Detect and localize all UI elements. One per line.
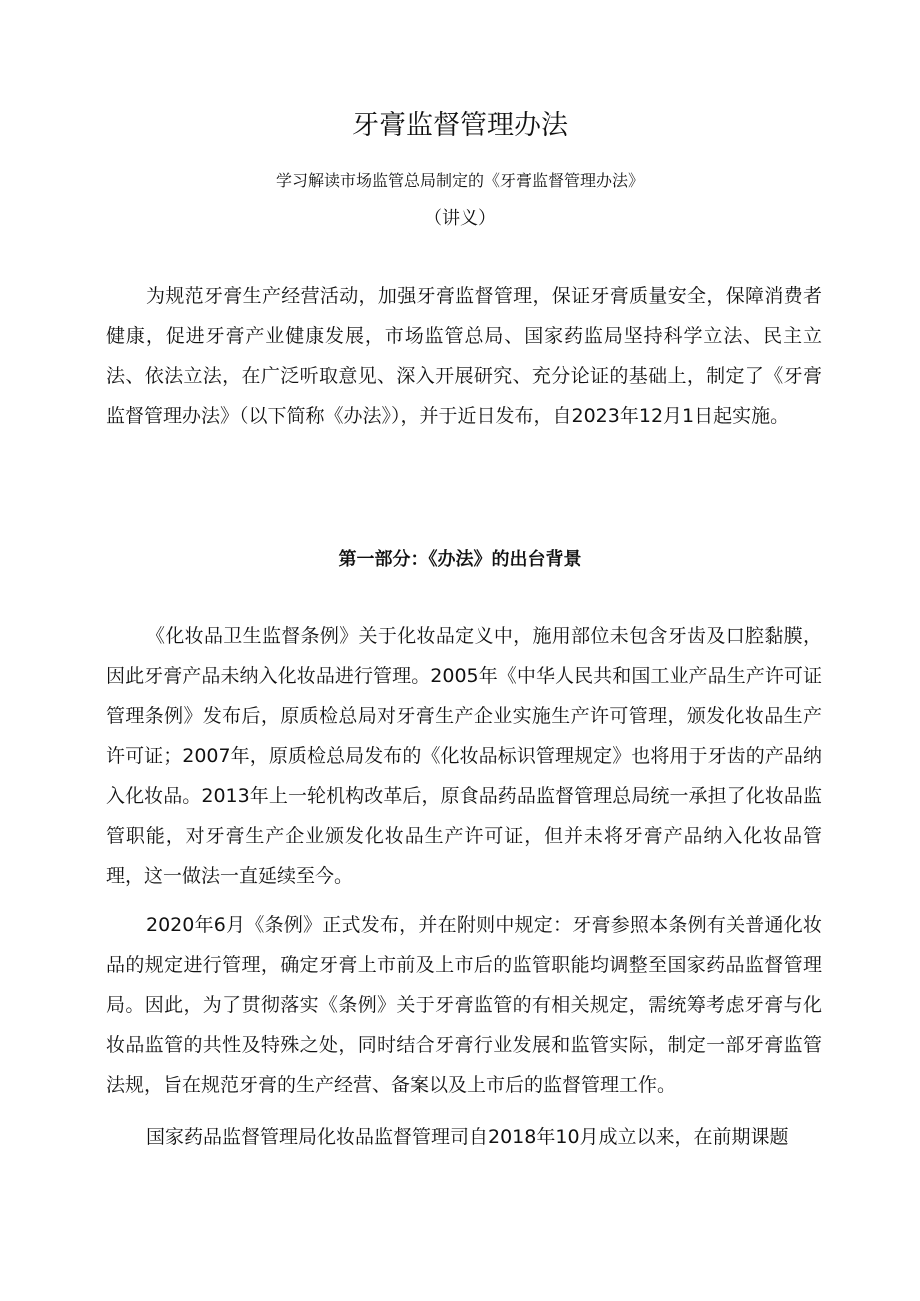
document-title: 牙膏监督管理办法 [352,110,568,141]
body-paragraph-2: 2020年6月《条例》正式发布，并在附则中规定：牙膏参照本条例有关普通化妆品的规定进行管理，确定牙膏上市前及上市后的监管职能均调整至国家药品监督管理局。因此，为了贯彻落实《条例》关于牙膏监管的有相关规定，需统筹考虑牙膏与化妆品监管的共性及特殊之处，同时结合牙膏行业发展和监管实际，制定一部牙膏监管法规，旨在规范牙膏的生产经营、备案以及上市后的监督管理工作。 [106,914,822,1096]
body-paragraph-1: 《化妆品卫生监督条例》关于化妆品定义中，施用部位未包含牙齿及口腔黏膜，因此牙膏产品未纳入化妆品进行管理。2005年《中华人民共和国工业产品生产许可证管理条例》发布后，原质检总局对牙膏生产企业实施生产许可管理，颁发化妆品生产许可证；2007年，原质检总局发布的《化妆品标识管理规定》也将用于牙齿的产品纳入化妆品。2013年上一轮机构改革后，原食品药品监督管理总局统一承担了化妆品监管职能，对牙膏生产企业颁发化妆品生产许可证，但并未将牙膏产品纳入化妆品管理，这一做法一直延续至今。 [106,625,822,887]
section-heading: 第一部分：《办法》的出台背景 [338,549,582,570]
document-subtitle: 学习解读市场监管总局制定的《牙膏监督管理办法》 [275,171,644,190]
intro-paragraph: 为规范牙膏生产经营活动，加强牙膏监督管理，保证牙膏质量安全，保障消费者健康，促进牙膏产业健康发展，市场监管总局、国家药监局坚持科学立法、民主立法、依法立法，在广泛听取意见、深入开展研究、充分论证的基础上，制定了《牙膏监督管理办法》（以下简称《办法》），并于近日发布，自2023年12月1日起实施。 [106,285,822,427]
handout-label: （讲义） [424,208,496,229]
body-paragraph-3: 国家药品监督管理局化妆品监督管理司自2018年10月成立以来，在前期课题 [146,1126,789,1148]
